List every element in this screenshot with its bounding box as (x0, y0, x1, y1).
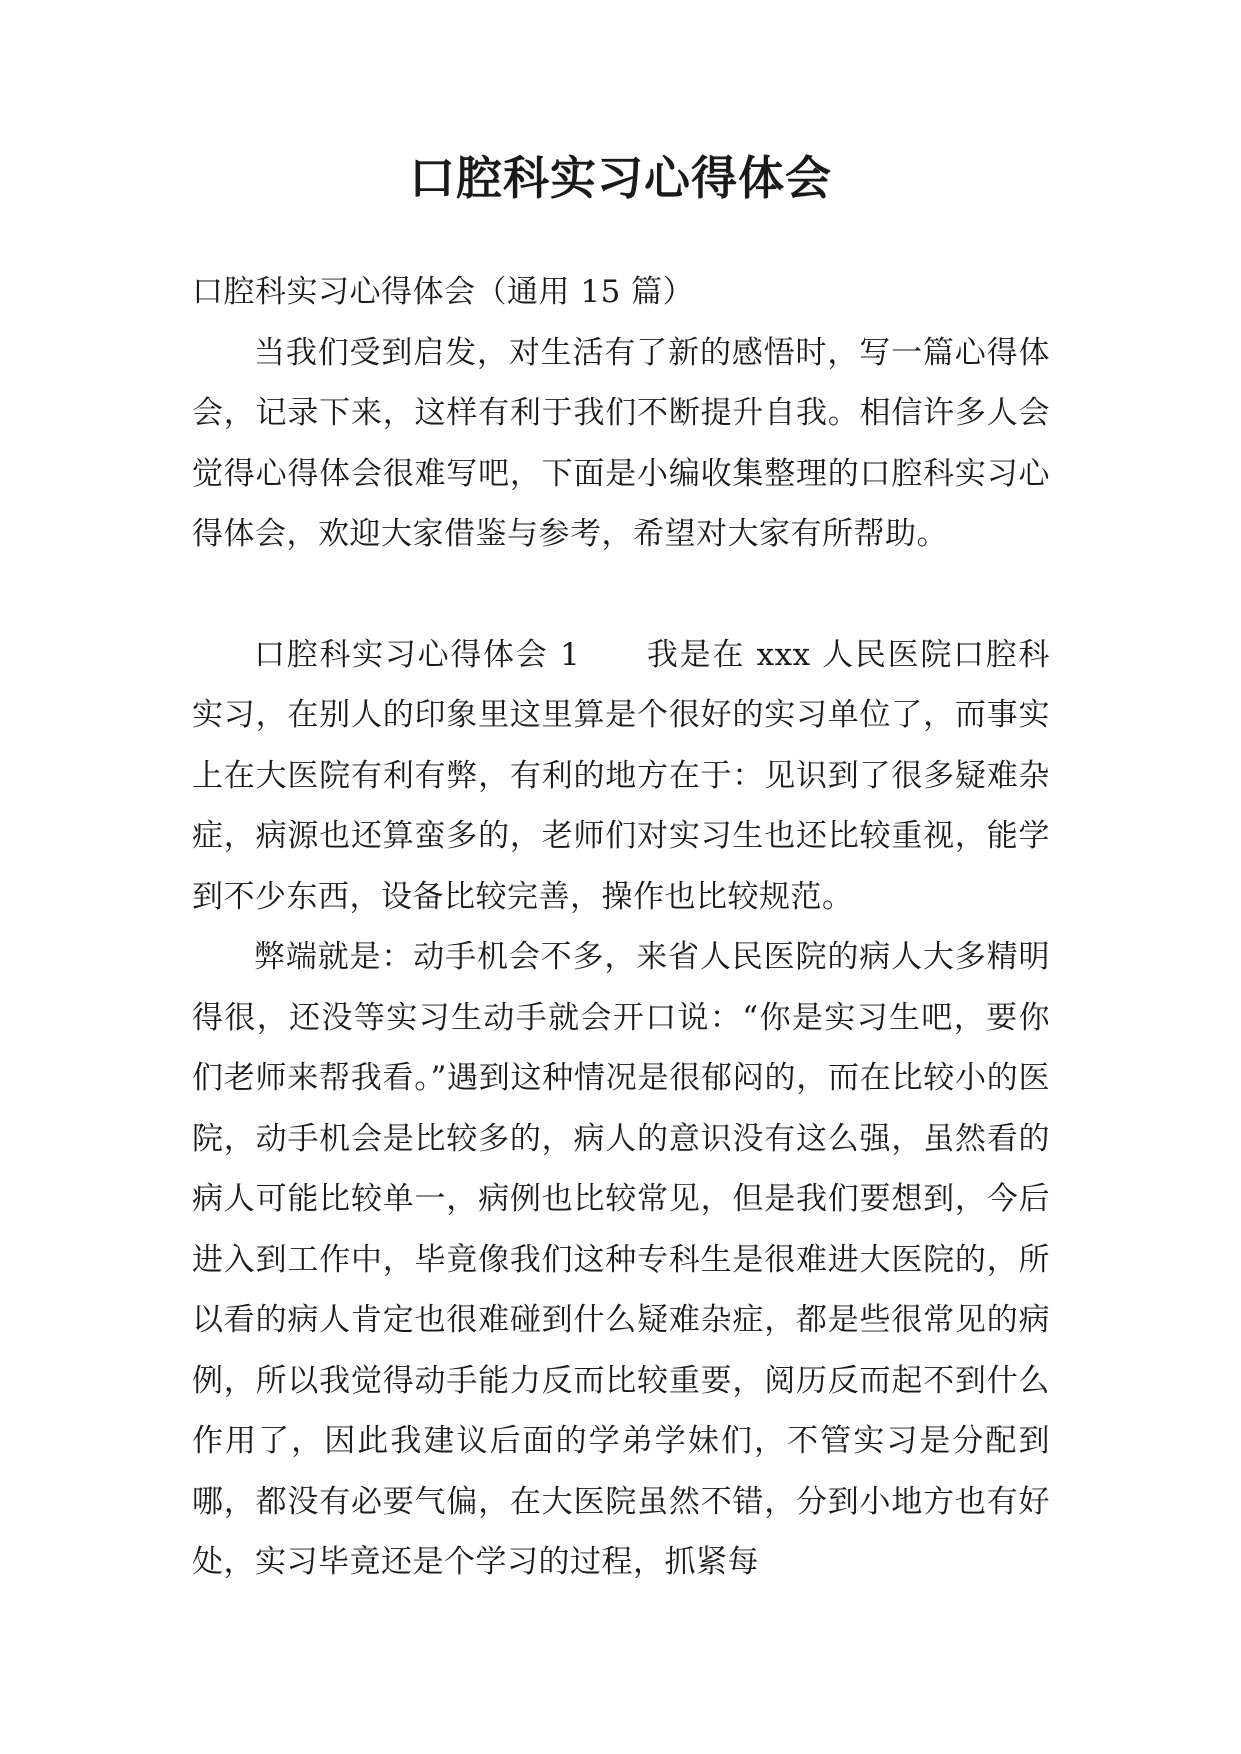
document-body (192, 262, 1050, 1593)
intro-paragraph: 当我们受到启发，对生活有了新的感悟时，写一篇心得体会，记录下来，这样有利于我们不断提升自我。相信许多人会觉得心得体会很难写吧，下面是小编收集整理的口腔科实习心得体会，欢迎大家借鉴与参考，希望对大家有所帮助。 (192, 334, 1050, 552)
document-subtitle: 口腔科实习心得体会（通用 15 篇） (192, 274, 695, 310)
essay-1-paragraph-2: 弊端就是：动手机会不多，来省人民医院的病人大多精明得很，还没等实习生动手就会开口说：“你是实习生吧，要你们老师来帮我看。”遇到这种情况是很郁闷的，而在比较小的医院，动手机会是比较多的，病人的意识没有这么强，虽然看的病人可能比较单一，病例也比较常见，但是我们要想到，今后进入到工作中，毕竟像我们这种专科生是很难进大医院的，所以看的病人肯定也很难碰到什么疑难杂症，都是些很常见的病例，所以我觉得动手能力反而比较重要，阅历反而起不到什么作用了，因此我建议后面的学弟学妹们，不管实习是分配到哪，都没有必要气偏，在大医院虽然不错，分到小地方也有好处，实习毕竟还是个学习的过程，抓紧每 (192, 939, 1050, 1580)
document-title: 口腔科实习心得体会 (409, 151, 832, 205)
essay-1-paragraph-1: 口腔科实习心得体会 1 我是在 xxx 人民医院口腔科实习，在别人的印象里这里算是个很好的实习单位了，而事实上在大医院有利有弊，有利的地方在于：见识到了很多疑难杂症，病源也还算蛮多的，老师们对实习生也还比较重视，能学到不少东西，设备比较完善，操作也比较规范。 (192, 636, 1050, 915)
